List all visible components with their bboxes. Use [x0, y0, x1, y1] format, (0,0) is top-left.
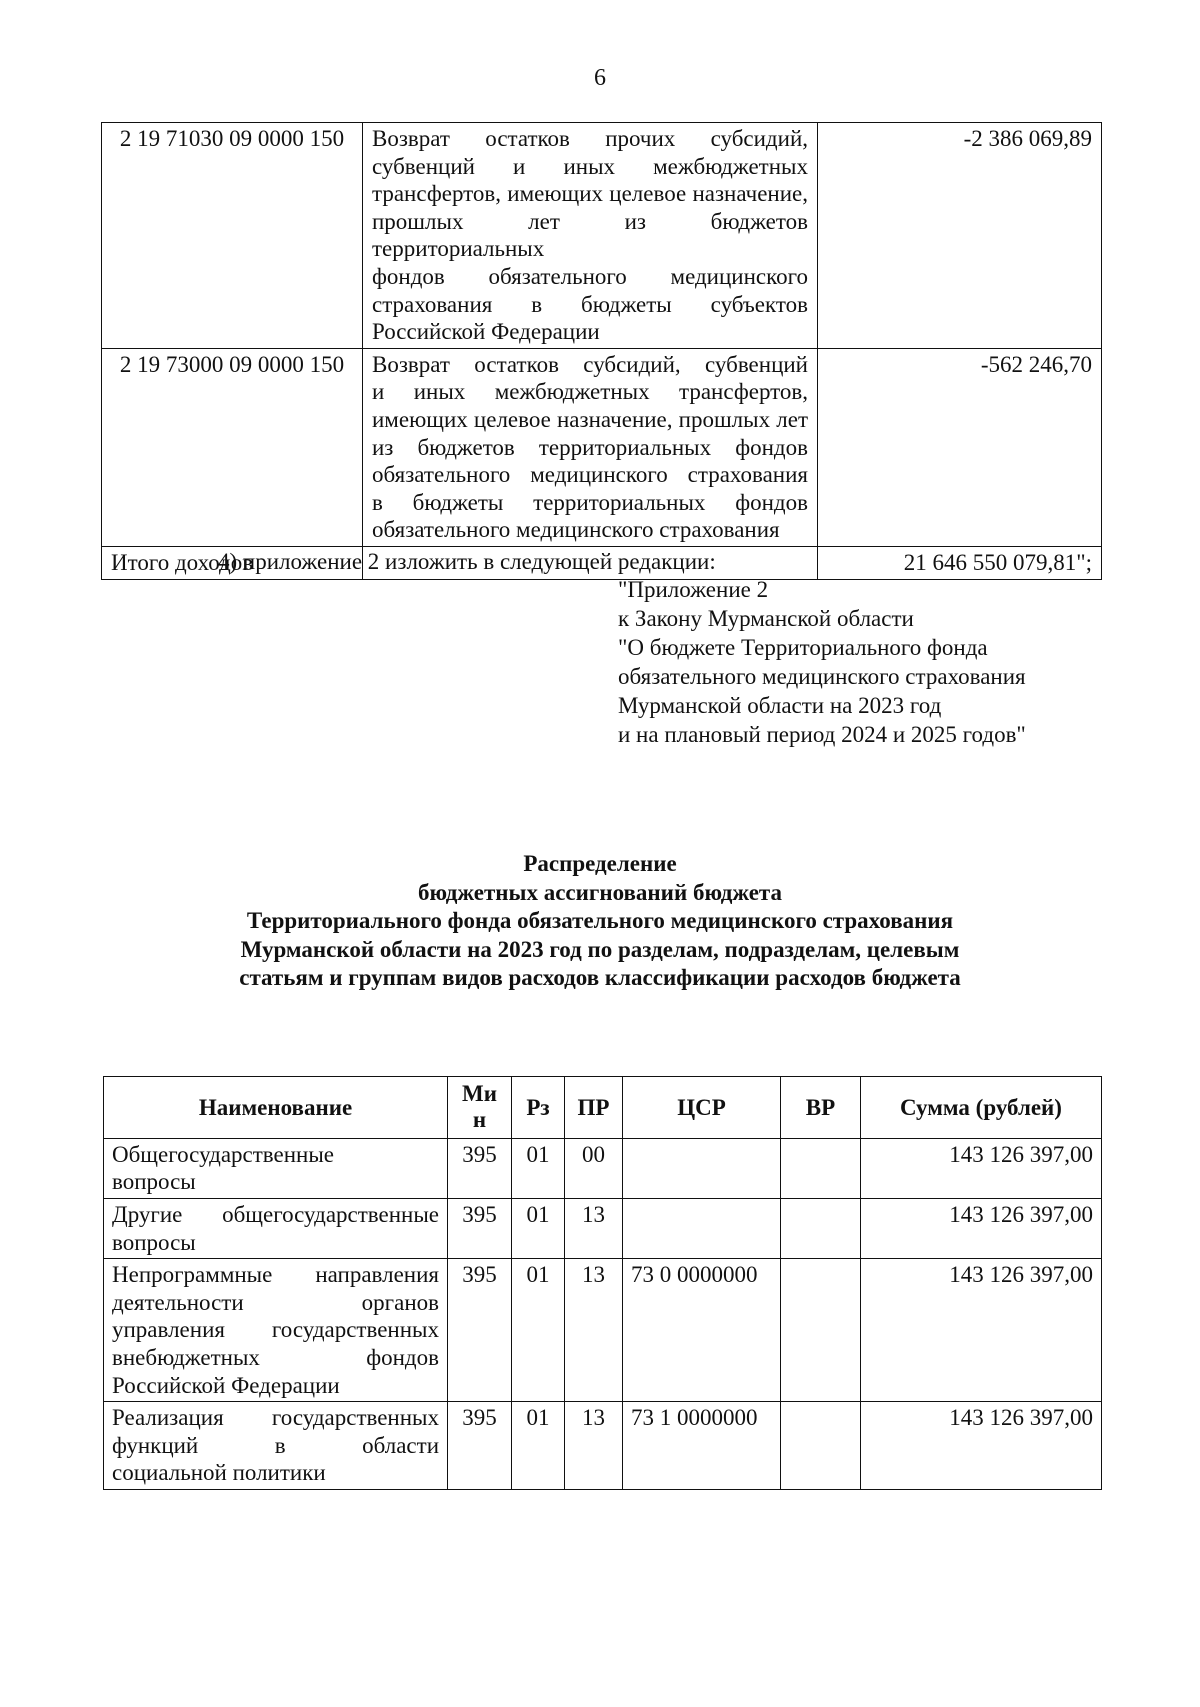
header-sum: Сумма (рублей) — [861, 1077, 1102, 1139]
expense-body — [104, 1138, 1102, 1489]
instruction-text: 4) приложение 2 изложить в следующей редакции: — [218, 549, 716, 574]
title-line: Территориального фонда обязательного медицинского страхования — [246, 908, 954, 933]
cell-pr: 13 — [565, 1402, 623, 1490]
text-line: фондов обязательного медицинского — [372, 263, 808, 289]
table-row — [102, 348, 1102, 546]
appendix-line: "Приложение 2 — [618, 577, 769, 602]
text-line: имеющих целевое назначение, прошлых лет — [372, 406, 808, 432]
cell-rz: 01 — [512, 1402, 565, 1490]
row-name — [104, 1199, 448, 1259]
total-label: Итого доходов — [102, 546, 363, 579]
text-line: страхования в бюджеты субъектов — [372, 291, 808, 317]
income-code: 2 19 73000 09 0000 150 — [102, 348, 363, 546]
cell-min: 395 — [448, 1138, 512, 1198]
cell-vr — [781, 1199, 861, 1259]
income-table — [101, 122, 1102, 580]
income-description — [363, 348, 818, 546]
text-line: в бюджеты территориальных фондов — [372, 489, 808, 515]
text-line: функций в области — [112, 1432, 439, 1458]
cell-csr — [623, 1138, 781, 1198]
cell-csr: 73 1 0000000 — [623, 1402, 781, 1490]
text-line: деятельности органов — [112, 1289, 439, 1315]
text-line: Возврат остатков прочих субсидий, — [372, 126, 808, 151]
cell-min: 395 — [448, 1402, 512, 1490]
cell-min: 395 — [448, 1259, 512, 1402]
text-line: обязательного медицинского страхования — [372, 462, 808, 488]
row-name — [104, 1402, 448, 1490]
header-rz: Рз — [512, 1077, 565, 1139]
text-line: обязательного медицинского страхования — [372, 517, 780, 543]
section-title — [0, 850, 1200, 993]
header-min-line: н — [472, 1107, 487, 1133]
cell-vr — [781, 1259, 861, 1402]
appendix-line: обязательного медицинского страхования — [618, 664, 1026, 689]
title-line: статьям и группам видов расходов классификации расходов бюджета — [239, 965, 961, 990]
header-pr: ПР — [565, 1077, 623, 1139]
income-description — [363, 123, 818, 349]
title-line: бюджетных ассигнований бюджета — [417, 879, 782, 905]
text-line: субвенций и иных межбюджетных — [372, 153, 808, 179]
cell-rz: 01 — [512, 1199, 565, 1259]
page-number: 6 — [594, 65, 606, 91]
title-line: Распределение — [523, 851, 677, 876]
title-line: Мурманской области на 2023 год по разделам, подразделам, целевым — [240, 936, 960, 962]
header-row — [104, 1077, 1102, 1139]
text-line: вопросы — [112, 1169, 196, 1195]
table-row — [104, 1138, 1102, 1198]
header-csr: ЦСР — [623, 1077, 781, 1139]
income-amount: -2 386 069,89 — [818, 123, 1102, 349]
appendix-header — [618, 575, 1026, 749]
header-min — [448, 1077, 512, 1139]
cell-csr: 73 0 0000000 — [623, 1259, 781, 1402]
table-row — [104, 1199, 1102, 1259]
cell-pr: 00 — [565, 1138, 623, 1198]
cell-vr — [781, 1138, 861, 1198]
row-name — [104, 1138, 448, 1198]
header-min-line: Ми — [462, 1081, 497, 1106]
text-line: Российской Федерации — [372, 319, 600, 345]
total-amount: 21 646 550 079,81"; — [818, 546, 1102, 579]
text-line: Российской Федерации — [112, 1372, 340, 1398]
text-line: из бюджетов территориальных фондов — [372, 434, 808, 460]
cell-csr — [623, 1199, 781, 1259]
appendix-line: к Закону Мурманской области — [618, 606, 914, 631]
text-line: вопросы — [112, 1229, 196, 1255]
cell-rz: 01 — [512, 1138, 565, 1198]
text-line: Общегосударственные — [112, 1141, 335, 1167]
appendix-line: "О бюджете Территориального фонда — [618, 635, 988, 660]
cell-sum: 143 126 397,00 — [861, 1199, 1102, 1259]
header-vr: ВР — [781, 1077, 861, 1139]
cell-rz: 01 — [512, 1259, 565, 1402]
cell-pr: 13 — [565, 1199, 623, 1259]
header-name: Наименование — [104, 1077, 448, 1139]
cell-pr: 13 — [565, 1259, 623, 1402]
text-line: трансфертов, имеющих целевое назначение, — [372, 181, 808, 207]
appendix-line: и на плановый период 2024 и 2025 годов" — [618, 722, 1026, 747]
text-line: Возврат остатков субсидий, субвенций — [372, 351, 808, 377]
text-line: прошлых лет из бюджетов территориальных — [372, 208, 808, 262]
text-line: и иных межбюджетных трансфертов, — [372, 379, 808, 405]
row-name — [104, 1259, 448, 1402]
text-line: социальной политики — [112, 1460, 326, 1486]
text-line: внебюджетных фондов — [112, 1345, 439, 1371]
cell-sum: 143 126 397,00 — [861, 1138, 1102, 1198]
text-line: Реализация государственных — [112, 1405, 439, 1431]
expense-table — [103, 1076, 1102, 1490]
cell-min: 395 — [448, 1199, 512, 1259]
text-line: Непрограммные направления — [112, 1262, 439, 1288]
income-code: 2 19 71030 09 0000 150 — [102, 123, 363, 349]
table-row — [102, 123, 1102, 349]
cell-sum: 143 126 397,00 — [861, 1402, 1102, 1490]
cell-vr — [781, 1402, 861, 1490]
cell-sum: 143 126 397,00 — [861, 1259, 1102, 1402]
appendix-line: Мурманской области на 2023 год — [618, 693, 942, 718]
table-row — [104, 1259, 1102, 1402]
text-line: Другие общегосударственные — [112, 1202, 439, 1228]
income-amount: -562 246,70 — [818, 348, 1102, 546]
text-line: управления государственных — [112, 1317, 439, 1343]
table-row — [104, 1402, 1102, 1490]
